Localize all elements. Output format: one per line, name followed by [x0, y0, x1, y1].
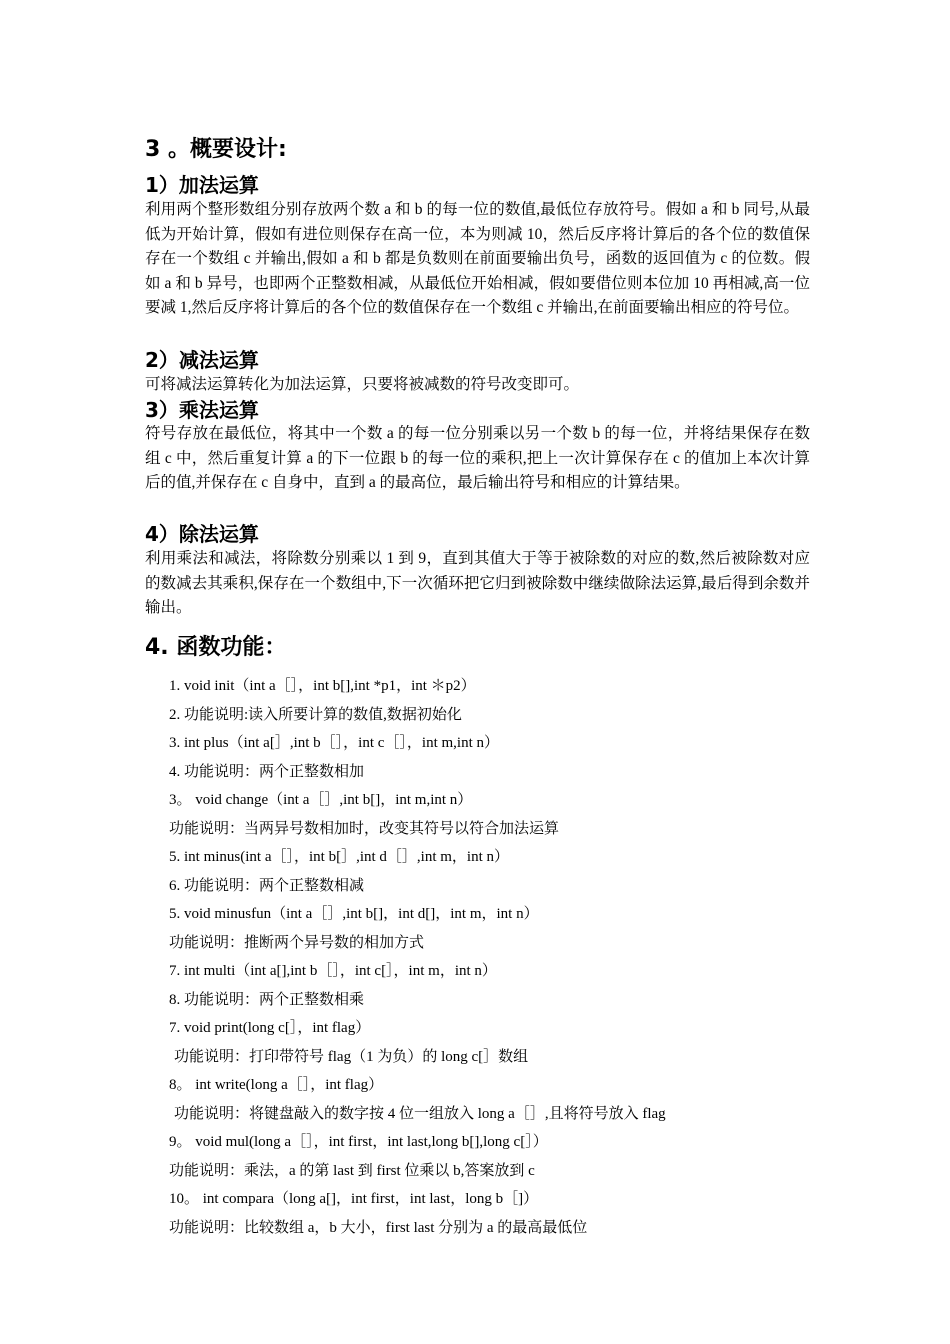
list-item: 5. void minusfun（int a［］,int b[]，int d[]，int m，int n） — [169, 906, 539, 922]
list-item: 功能说明：比较数组 a，b 大小，first last 分别为 a 的最高最低位 — [169, 1219, 588, 1236]
list-item: 7. int multi（int a[],int b［］，int c[］，int m，int n） — [169, 963, 497, 979]
list-item: 3. int plus（int a[］,int b［］，int c［］，int m,int n） — [169, 735, 499, 751]
list-item: 8。 int write(long a［］，int flag） — [169, 1077, 384, 1093]
addition-paragraph: 利用两个整形数组分别存放两个数 a 和 b 的每一位的数值,最低位存放符号。假如 a 和 b 同号,从最低为开始计算，假如有进位则保存在高一位，本为则减 10，然后反序将计算后的各个位的数值保存在一个数组 c 并输出,假如 a 和 b 都是负数则在前面要输出负号，函数的返回值为 c 的位数。假如 a 和 b 异号，也即两个正整数相减，从最低位开始相减，假如要借位则本位加 10 再相减,高一位要减 1,然后反序将计算后的各个位的数值保存在一个数组 c 并输出,在前面要输出相应的符号位。 — [145, 201, 810, 316]
section-3-heading: 3 。概要设计: — [145, 137, 287, 162]
list-item: 7. void print(long c[］，int flag） — [169, 1020, 371, 1036]
addition-heading: 1）加法运算 — [145, 173, 259, 197]
list-item: 功能说明：将键盘敲入的数字按 4 位一组放入 long a［］,且将符号放入 flag — [174, 1105, 666, 1122]
section-4-heading: 4. 函数功能： — [145, 635, 287, 660]
subtraction-paragraph: 可将减法运算转化为加法运算，只要将被减数的符号改变即可。 — [145, 376, 580, 393]
list-item: 2. 功能说明:读入所要计算的数值,数据初始化 — [169, 706, 462, 723]
division-heading: 4）除法运算 — [145, 522, 259, 546]
list-item: 功能说明：推断两个异号数的相加方式 — [169, 934, 425, 951]
multiplication-heading: 3）乘法运算 — [145, 398, 259, 422]
list-item: 功能说明：当两异号数相加时，改变其符号以符合加法运算 — [169, 820, 560, 837]
list-item: 5. int minus(int a［］，int b[］,int d［］,int m，int n） — [169, 849, 509, 865]
list-item: 1. void init（int a［］，int b[],int *p1，int ＊p2） — [169, 678, 476, 694]
list-item: 6. 功能说明：两个正整数相减 — [169, 877, 365, 894]
list-item: 3。 void change（int a［］,int b[]，int m,int n） — [169, 792, 473, 808]
division-paragraph: 利用乘法和减法，将除数分别乘以 1 到 9，直到其值大于等于被除数的对应的数,然后被除数对应的数减去其乘积,保存在一个数组中,下一次循环把它归到被除数中继续做除法运算,最后得到余数并输出。 — [145, 550, 810, 616]
function-list — [169, 672, 809, 1242]
list-item: 9。 void mul(long a［］，int first，int last,long b[],long c[］） — [169, 1134, 548, 1150]
multiplication-paragraph: 符号存放在最低位，将其中一个数 a 的每一位分别乘以另一个数 b 的每一位，并将结果保存在数组 c 中，然后重复计算 a 的下一位跟 b 的每一位的乘积,把上一次计算保存在 c 的值加上本次计算后的值,并保存在 c 自身中，直到 a 的最高位，最后输出符号和相应的计算结果。 — [145, 425, 810, 491]
list-item: 功能说明：打印带符号 flag（1 为负）的 long c[］数组 — [174, 1048, 529, 1065]
list-item: 10。 int compara（long a[]，int first，int last，long b［]） — [169, 1191, 539, 1207]
list-item: 功能说明：乘法，a 的第 last 到 first 位乘以 b,答案放到 c — [169, 1162, 535, 1179]
list-item: 8. 功能说明：两个正整数相乘 — [169, 991, 365, 1008]
subtraction-heading: 2）减法运算 — [145, 348, 259, 372]
list-item: 4. 功能说明：两个正整数相加 — [169, 763, 365, 780]
